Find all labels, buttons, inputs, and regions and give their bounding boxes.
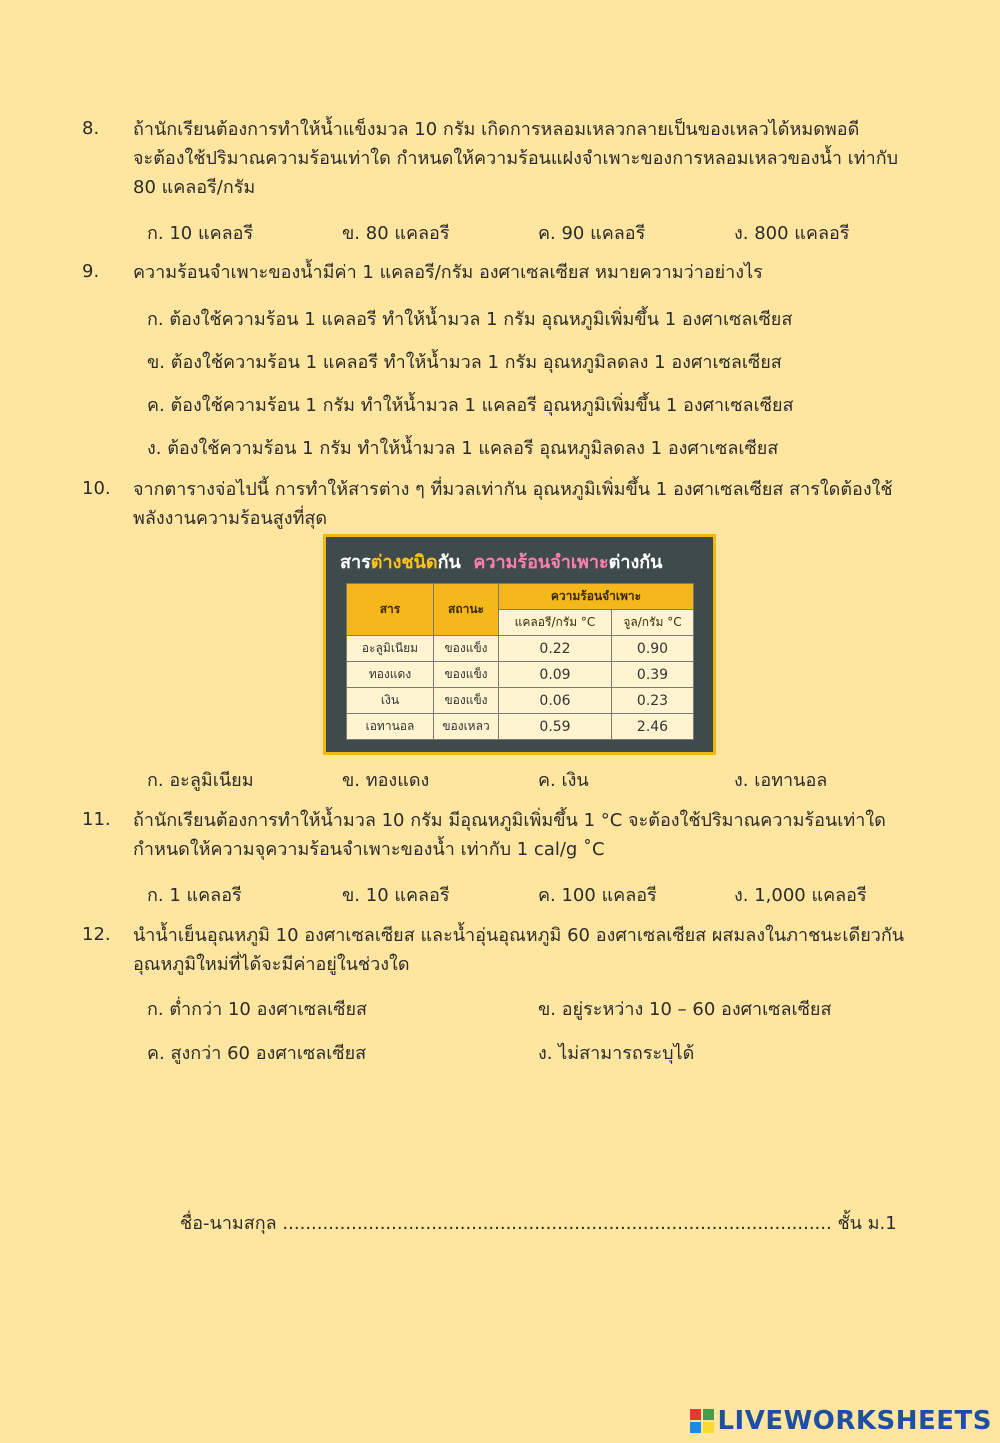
question-line: จะต้องใช้ปริมาณความร้อนเท่าใด กำหนดให้ความร้อนแฝงจำเพาะของการหลอมเหลวของน้ำ เท่ากับ [133,148,899,169]
question-line: พลังงานความร้อนสูงที่สุด [133,508,328,529]
cell-cal: 0.22 [499,636,612,662]
cell-cal: 0.59 [499,714,612,740]
cell-joule: 0.90 [611,636,693,662]
table-row [347,662,694,688]
question-number: 9. [82,261,100,282]
cell-joule: 0.39 [611,662,693,688]
option-a[interactable]: ก. ต่ำกว่า 10 องศาเซลเซียส [147,999,368,1020]
option-d[interactable]: ง. เอทานอล [734,770,828,791]
title-part: ต่างชนิด [370,552,438,573]
cell-substance: เอทานอล [347,714,434,740]
option-a[interactable]: ก. 1 แคลอรี [147,885,242,906]
option-c[interactable]: ค. 100 แคลอรี [538,885,657,906]
header-unit-joule: จูล/กรัม °C [611,610,693,636]
header-state: สถานะ [434,584,499,636]
specific-heat-table-figure [323,534,716,755]
question-text [133,806,933,864]
logo-square [703,1409,714,1420]
table-row [347,688,694,714]
option-c[interactable]: ค. เงิน [538,770,589,791]
title-part: กัน [437,552,461,573]
cell-state: ของแข็ง [434,636,499,662]
logo-square [690,1422,701,1433]
question-number: 11. [82,809,111,830]
liveworksheets-logo[interactable] [690,1406,992,1436]
question-text [133,115,933,202]
cell-joule: 2.46 [611,714,693,740]
question-text [133,475,933,533]
question-line: ความร้อนจำเพาะของน้ำมีค่า 1 แคลอรี/กรัม องศาเซลเซียส หมายความว่าอย่างไร [133,262,763,283]
option-a[interactable]: ก. 10 แคลอรี [147,223,254,244]
question-line: จากตารางจ่อไปนี้ การทำให้สารต่าง ๆ ที่มวลเท่ากัน อุณหภูมิเพิ่มขึ้น 1 องศาเซลเซียส สารใดต้องใช้ [133,479,893,500]
option-d[interactable]: ง. 800 แคลอรี [734,223,850,244]
option-b[interactable]: ข. ทองแดง [342,770,430,791]
brand-text: LIVEWORKSHEETS [717,1406,992,1436]
cell-state: ของแข็ง [434,688,499,714]
question-number: 8. [82,118,100,139]
student-name-line[interactable]: ชื่อ-นามสกุล ................................................................................................ ชั้น ม.1 [180,1213,897,1234]
question-line: 80 แคลอรี/กรัม [133,177,256,198]
header-specific-heat: ความร้อนจำเพาะ [499,584,694,610]
cell-joule: 0.23 [611,688,693,714]
table-title [340,547,662,576]
table-row [347,636,694,662]
logo-square [690,1409,701,1420]
option-c[interactable]: ค. 90 แคลอรี [538,223,646,244]
question-line: กำหนดให้ความจุความร้อนจำเพาะของน้ำ เท่ากับ 1 cal/g ˚C [133,839,605,860]
title-part: ต่างกัน [608,552,663,573]
option-b[interactable]: ข. 80 แคลอรี [342,223,450,244]
question-line: ถ้านักเรียนต้องการทำให้น้ำมวล 10 กรัม มีอุณหภูมิเพิ่มขึ้น 1 °C จะต้องใช้ปริมาณความร้อนเท่าใด [133,810,886,831]
liveworksheets-icon [690,1409,714,1433]
header-substance: สาร [347,584,434,636]
question-text [133,258,933,287]
logo-square [703,1422,714,1433]
question-line: อุณหภูมิใหม่ที่ได้จะมีค่าอยู่ในช่วงใด [133,954,410,975]
table-row [347,714,694,740]
option-a[interactable]: ก. ต้องใช้ความร้อน 1 แคลอรี ทำให้น้ำมวล 1 กรัม อุณหภูมิเพิ่มขึ้น 1 องศาเซลเซียส [147,309,793,330]
cell-cal: 0.06 [499,688,612,714]
header-unit-cal: แคลอรี/กรัม °C [499,610,612,636]
question-line: ถ้านักเรียนต้องการทำให้น้ำแข็งมวล 10 กรัม เกิดการหลอมเหลวกลายเป็นของเหลวได้หมดพอดี [133,119,860,140]
option-d[interactable]: ง. ไม่สามารถระบุได้ [538,1043,695,1064]
cell-cal: 0.09 [499,662,612,688]
question-number: 12. [82,924,111,945]
option-b[interactable]: ข. 10 แคลอรี [342,885,450,906]
cell-state: ของเหลว [434,714,499,740]
cell-substance: อะลูมิเนียม [347,636,434,662]
option-b[interactable]: ข. อยู่ระหว่าง 10 – 60 องศาเซลเซียส [538,999,832,1020]
cell-substance: เงิน [347,688,434,714]
cell-state: ของแข็ง [434,662,499,688]
option-a[interactable]: ก. อะลูมิเนียม [147,770,254,791]
option-c[interactable]: ค. สูงกว่า 60 องศาเซลเซียส [147,1043,367,1064]
question-number: 10. [82,478,111,499]
cell-substance: ทองแดง [347,662,434,688]
title-part: ความร้อนจำเพาะ [473,552,609,573]
option-d[interactable]: ง. 1,000 แคลอรี [734,885,867,906]
specific-heat-table [346,583,694,740]
option-c[interactable]: ค. ต้องใช้ความร้อน 1 กรัม ทำให้น้ำมวล 1 แคลอรี อุณหภูมิเพิ่มขึ้น 1 องศาเซลเซียส [147,395,794,416]
option-d[interactable]: ง. ต้องใช้ความร้อน 1 กรัม ทำให้น้ำมวล 1 แคลอรี อุณหภูมิลดลง 1 องศาเซลเซียส [147,438,779,459]
question-line: นำน้ำเย็นอุณหภูมิ 10 องศาเซลเซียส และน้ำอุ่นอุณหภูมิ 60 องศาเซลเซียส ผสมลงในภาชนะเดียวกัน [133,925,905,946]
option-b[interactable]: ข. ต้องใช้ความร้อน 1 แคลอรี ทำให้น้ำมวล 1 กรัม อุณหภูมิลดลง 1 องศาเซลเซียส [147,352,782,373]
title-part: สาร [340,552,371,573]
question-text [133,921,933,979]
